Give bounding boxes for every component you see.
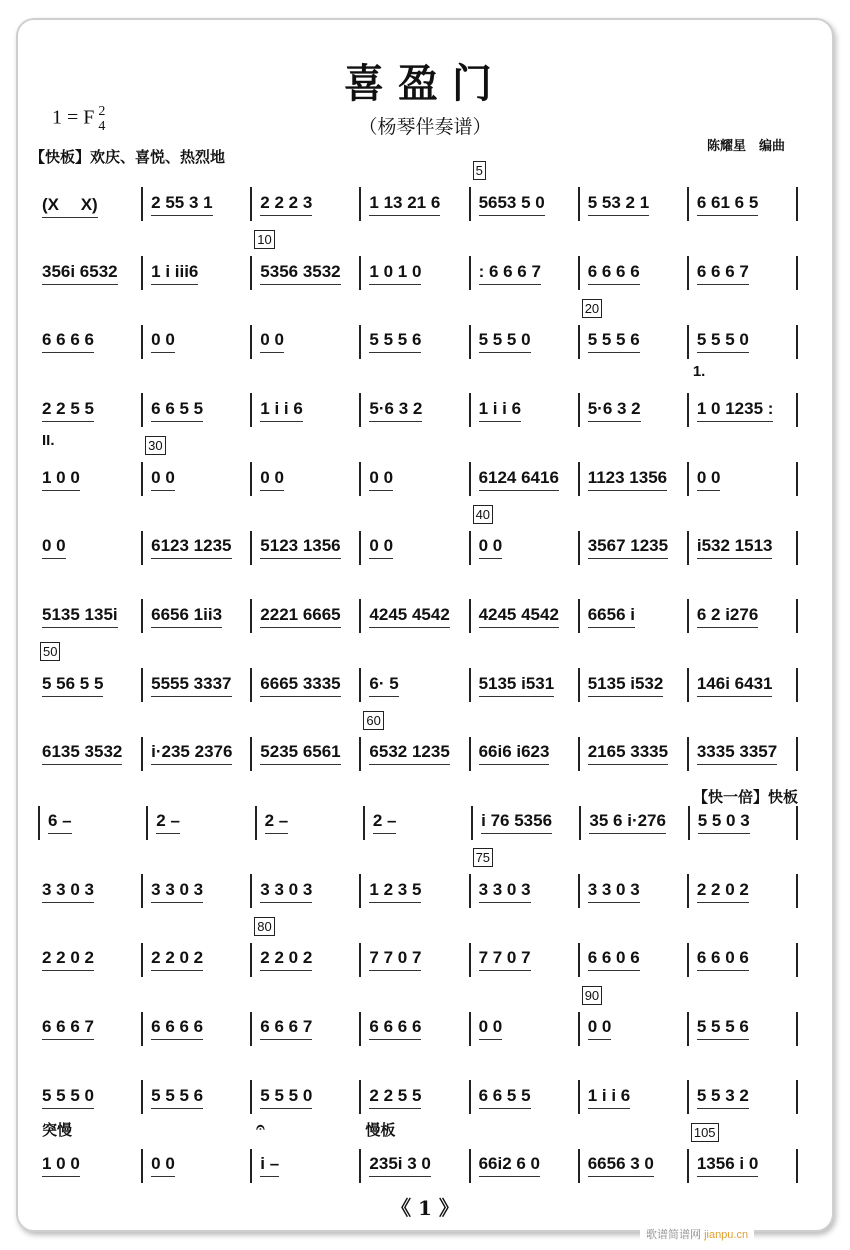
measure-notes: 146i 6431 bbox=[697, 674, 773, 697]
measure bbox=[141, 1080, 250, 1114]
measure-notes: 66i2 6 0 bbox=[479, 1154, 540, 1177]
measure-annotation: II. bbox=[42, 432, 55, 450]
measure bbox=[141, 1149, 250, 1183]
measure-notes: 5653 5 0 bbox=[479, 193, 545, 216]
measure bbox=[578, 874, 687, 908]
measure bbox=[38, 874, 141, 908]
rehearsal-mark: 105 bbox=[691, 1123, 719, 1142]
measure bbox=[38, 256, 141, 290]
score-row bbox=[38, 232, 798, 308]
measure-notes: (X X) bbox=[42, 190, 98, 218]
page-number: 《 1 》 bbox=[391, 1196, 459, 1220]
measure-notes: 5 53 2 1 bbox=[588, 193, 649, 216]
measure-notes: 4245 4542 bbox=[479, 605, 559, 628]
measure-annotation: 慢板 bbox=[365, 1121, 396, 1139]
measure bbox=[687, 256, 798, 290]
measure bbox=[38, 806, 146, 840]
measure bbox=[250, 393, 359, 427]
measure bbox=[687, 325, 798, 359]
measure bbox=[250, 325, 359, 359]
measure bbox=[469, 943, 578, 977]
measure bbox=[141, 438, 250, 496]
score-row bbox=[38, 163, 798, 239]
measure-notes: 5·6 3 2 bbox=[588, 399, 641, 422]
measure-notes: 0 0 bbox=[260, 330, 284, 353]
measure-notes: 6135 3532 bbox=[42, 742, 122, 765]
measure-notes: 5 56 5 5 bbox=[42, 674, 103, 697]
measure-notes: 6124 6416 bbox=[479, 468, 559, 491]
measure bbox=[38, 187, 141, 221]
measure-notes: 6 6 6 6 bbox=[151, 1017, 203, 1040]
measure-notes: 6123 1235 bbox=[151, 536, 231, 559]
measure bbox=[38, 432, 141, 496]
measure-notes: 5235 6561 bbox=[260, 742, 340, 765]
measure bbox=[146, 806, 254, 840]
measure bbox=[359, 599, 468, 633]
measure-notes: 5 5 5 0 bbox=[260, 1086, 312, 1109]
measure bbox=[469, 1080, 578, 1114]
measure-notes: 2 – bbox=[265, 811, 289, 834]
rehearsal-mark: 30 bbox=[145, 436, 165, 455]
measure-notes: 356i 6532 bbox=[42, 262, 118, 285]
rehearsal-mark: 5 bbox=[473, 161, 486, 180]
measure bbox=[578, 531, 687, 565]
time-sig-top: 2 bbox=[98, 104, 106, 119]
measure-notes: 1 2 3 5 bbox=[369, 880, 421, 903]
measure-notes: 5135 135i bbox=[42, 605, 118, 628]
measure-notes: 5135 i531 bbox=[479, 674, 555, 697]
measure bbox=[578, 668, 687, 702]
rehearsal-mark: 10 bbox=[254, 230, 274, 249]
measure bbox=[687, 187, 798, 221]
measure-notes: 1 13 21 6 bbox=[369, 193, 440, 216]
measure bbox=[469, 256, 578, 290]
measure bbox=[141, 943, 250, 977]
measure-notes: 6 6 5 5 bbox=[479, 1086, 531, 1109]
measure-notes: 0 0 bbox=[479, 1017, 503, 1040]
measure-notes: 6· 5 bbox=[369, 674, 398, 697]
measure bbox=[250, 462, 359, 496]
measure bbox=[363, 806, 471, 840]
time-sig-bottom: 4 bbox=[98, 119, 106, 134]
measure bbox=[38, 325, 141, 359]
measure bbox=[578, 462, 687, 496]
measure-notes: 1 i i 6 bbox=[588, 1086, 631, 1109]
measure-notes: 1 0 0 bbox=[42, 1154, 80, 1177]
measure bbox=[141, 1012, 250, 1046]
measure-notes: i – bbox=[260, 1154, 279, 1177]
measure-notes: 5 5 5 0 bbox=[479, 330, 531, 353]
score-row bbox=[38, 987, 798, 1063]
time-signature bbox=[98, 104, 105, 134]
score-row bbox=[38, 918, 798, 995]
measure-notes: 6 6 0 6 bbox=[697, 948, 749, 971]
measure bbox=[578, 1149, 687, 1183]
measure-notes: 1 i i 6 bbox=[260, 399, 303, 422]
measure bbox=[578, 737, 687, 771]
measure-notes: 5555 3337 bbox=[151, 674, 231, 697]
measure bbox=[687, 1080, 798, 1114]
measure bbox=[578, 943, 687, 977]
measure-notes: 1 0 1235 : bbox=[697, 399, 774, 422]
measure-notes: 6 6 6 7 bbox=[260, 1017, 312, 1040]
measure bbox=[141, 874, 250, 908]
measure-notes: 5 5 3 2 bbox=[697, 1086, 749, 1109]
measure bbox=[578, 599, 687, 633]
watermark-en: jianpu.cn bbox=[704, 1229, 749, 1241]
measure-annotation: 突慢 bbox=[42, 1121, 73, 1139]
measure bbox=[469, 325, 578, 359]
measure bbox=[469, 393, 578, 427]
measure-notes: 5 5 5 0 bbox=[697, 330, 749, 353]
rehearsal-mark: 50 bbox=[40, 642, 60, 661]
score-row bbox=[38, 363, 798, 445]
measure-notes: 5·6 3 2 bbox=[369, 399, 422, 422]
measure bbox=[578, 300, 687, 359]
measure-notes: 2 2 2 3 bbox=[260, 193, 312, 216]
score-row bbox=[38, 1063, 798, 1132]
measure bbox=[578, 256, 687, 290]
measure bbox=[250, 599, 359, 633]
measure bbox=[359, 393, 468, 427]
measure bbox=[578, 393, 687, 427]
measure-notes: 7 7 0 7 bbox=[369, 948, 421, 971]
measure-notes: 235i 3 0 bbox=[369, 1154, 430, 1177]
measure bbox=[359, 531, 468, 565]
measure bbox=[141, 325, 250, 359]
measure-notes: 1 i iii6 bbox=[151, 262, 198, 285]
rehearsal-mark: 90 bbox=[582, 986, 602, 1005]
measure bbox=[469, 462, 578, 496]
measure-notes: 6 6 6 6 bbox=[369, 1017, 421, 1040]
measure bbox=[359, 943, 468, 977]
measure-notes: 5 5 5 6 bbox=[588, 330, 640, 353]
measure-notes: 5 5 5 6 bbox=[369, 330, 421, 353]
measure-notes: 4245 4542 bbox=[369, 605, 449, 628]
score-row bbox=[38, 300, 798, 376]
measure bbox=[38, 737, 141, 771]
measure bbox=[38, 1012, 141, 1046]
measure-notes: 6 6 6 7 bbox=[697, 262, 749, 285]
measure-notes: 0 0 bbox=[369, 468, 393, 491]
measure-notes: 2165 3335 bbox=[588, 742, 668, 765]
measure bbox=[250, 668, 359, 702]
watermark-cn: 歌谱简谱网 bbox=[646, 1229, 701, 1241]
measure bbox=[688, 806, 798, 840]
measure bbox=[250, 1118, 359, 1183]
measure-notes: 6656 3 0 bbox=[588, 1154, 654, 1177]
measure bbox=[469, 737, 578, 771]
measure bbox=[250, 874, 359, 908]
measure bbox=[250, 1080, 359, 1114]
measure-notes: 6 2 i276 bbox=[697, 605, 758, 628]
measure bbox=[359, 668, 468, 702]
measure-notes: i532 1513 bbox=[697, 536, 773, 559]
score-row bbox=[38, 1118, 798, 1201]
measure-notes: 0 0 bbox=[369, 536, 393, 559]
watermark bbox=[640, 1224, 754, 1244]
subtitle: （杨琴伴奏谱） bbox=[358, 116, 492, 138]
measure bbox=[359, 1080, 468, 1114]
measure-notes: 0 0 bbox=[479, 536, 503, 559]
measure-notes: 3 3 0 3 bbox=[42, 880, 94, 903]
measure bbox=[469, 850, 578, 908]
measure bbox=[687, 363, 798, 427]
measure-notes: 3335 3357 bbox=[697, 742, 777, 765]
measure-notes: 7 7 0 7 bbox=[479, 948, 531, 971]
measure-notes: 2 2 5 5 bbox=[42, 399, 94, 422]
measure bbox=[579, 806, 687, 840]
measure bbox=[141, 256, 250, 290]
measure bbox=[359, 325, 468, 359]
measure-notes: 6665 3335 bbox=[260, 674, 340, 697]
measure-notes: : 6 6 6 7 bbox=[479, 262, 541, 285]
measure-notes: 1356 i 0 bbox=[697, 1154, 758, 1177]
measure-notes: 0 0 bbox=[42, 536, 66, 559]
measure-notes: 0 0 bbox=[697, 468, 721, 491]
measure bbox=[359, 1121, 468, 1183]
measure bbox=[38, 599, 141, 633]
score-row bbox=[38, 712, 798, 789]
rehearsal-mark: 20 bbox=[582, 299, 602, 318]
measure bbox=[250, 1012, 359, 1046]
measure bbox=[687, 943, 798, 977]
measure-notes: 3 3 0 3 bbox=[479, 880, 531, 903]
measure-notes: 6656 i bbox=[588, 605, 635, 628]
measure-notes: 6 61 6 5 bbox=[697, 193, 758, 216]
score-row bbox=[38, 644, 798, 720]
measure bbox=[469, 599, 578, 633]
measure bbox=[359, 256, 468, 290]
measure-notes: 6 6 0 6 bbox=[588, 948, 640, 971]
measure bbox=[38, 1080, 141, 1114]
measure bbox=[38, 1121, 141, 1183]
measure bbox=[469, 668, 578, 702]
measure-notes: 2 – bbox=[373, 811, 397, 834]
measure bbox=[250, 918, 359, 977]
score-row bbox=[38, 432, 798, 514]
score-row bbox=[38, 788, 798, 857]
measure-notes: 0 0 bbox=[151, 330, 175, 353]
measure-notes: 0 0 bbox=[260, 468, 284, 491]
measure bbox=[471, 806, 579, 840]
measure-notes: 0 0 bbox=[151, 1154, 175, 1177]
measure bbox=[141, 737, 250, 771]
measure-notes: 5135 i532 bbox=[588, 674, 664, 697]
measure bbox=[687, 737, 798, 771]
measure bbox=[250, 232, 359, 290]
measure bbox=[687, 599, 798, 633]
measure bbox=[359, 1012, 468, 1046]
measure bbox=[38, 644, 141, 702]
measure-notes: 35 6 i·276 bbox=[589, 811, 666, 834]
composer: 陈耀星 编曲 bbox=[707, 138, 786, 153]
measure bbox=[687, 1124, 798, 1183]
tempo-marking: 【快板】欢庆、喜悦、热烈地 bbox=[30, 149, 226, 166]
measure bbox=[141, 187, 250, 221]
measure-notes: i 76 5356 bbox=[481, 811, 552, 834]
measure-notes: 1 i i 6 bbox=[479, 399, 522, 422]
measure-notes: 6 6 6 6 bbox=[588, 262, 640, 285]
score-row bbox=[38, 850, 798, 926]
measure-notes: 2 55 3 1 bbox=[151, 193, 212, 216]
measure bbox=[141, 599, 250, 633]
measure bbox=[38, 393, 141, 427]
key: 1 = F bbox=[52, 106, 95, 129]
measure-notes: 6 6 6 7 bbox=[42, 1017, 94, 1040]
measure bbox=[359, 874, 468, 908]
measure bbox=[38, 531, 141, 565]
measure bbox=[469, 506, 578, 565]
rehearsal-mark: 80 bbox=[254, 917, 274, 936]
measure-notes: 2221 6665 bbox=[260, 605, 340, 628]
measure-notes: 6656 1ii3 bbox=[151, 605, 222, 628]
measure bbox=[141, 531, 250, 565]
measure-notes: 6 6 6 6 bbox=[42, 330, 94, 353]
measure-notes: 6 6 5 5 bbox=[151, 399, 203, 422]
measure bbox=[250, 737, 359, 771]
rehearsal-mark: 40 bbox=[473, 505, 493, 524]
measure bbox=[359, 187, 468, 221]
measure-annotation: 𝄐 bbox=[256, 1118, 265, 1136]
measure-notes: 5 5 5 6 bbox=[697, 1017, 749, 1040]
measure bbox=[469, 1012, 578, 1046]
rehearsal-mark: 60 bbox=[363, 711, 383, 730]
measure bbox=[469, 1149, 578, 1183]
measure-notes: 3 3 0 3 bbox=[588, 880, 640, 903]
score-row bbox=[38, 506, 798, 582]
measure bbox=[687, 531, 798, 565]
measure-notes: 0 0 bbox=[588, 1017, 612, 1040]
measure bbox=[250, 187, 359, 221]
measure bbox=[141, 393, 250, 427]
measure-notes: 0 0 bbox=[151, 468, 175, 491]
measure-notes: 6532 1235 bbox=[369, 742, 449, 765]
score bbox=[38, 163, 798, 1200]
row-label: 【快一倍】快板 bbox=[692, 789, 798, 807]
measure-notes: 5123 1356 bbox=[260, 536, 340, 559]
measure bbox=[255, 806, 363, 840]
measure bbox=[578, 1080, 687, 1114]
key-signature bbox=[52, 104, 105, 134]
song-title: 喜盈门 bbox=[344, 60, 506, 107]
measure bbox=[578, 187, 687, 221]
measure-notes: 5 5 5 6 bbox=[151, 1086, 203, 1109]
measure-annotation: 1. bbox=[692, 363, 706, 381]
measure bbox=[687, 874, 798, 908]
measure-notes: 3 3 0 3 bbox=[260, 880, 312, 903]
measure bbox=[250, 531, 359, 565]
measure-notes: 3567 1235 bbox=[588, 536, 668, 559]
measure-notes: 1123 1356 bbox=[588, 468, 667, 491]
measure-notes: 66i6 i623 bbox=[479, 742, 550, 765]
measure-notes: 2 – bbox=[156, 811, 180, 834]
measure-notes: 2 2 0 2 bbox=[260, 948, 312, 971]
measure-notes: 1 0 1 0 bbox=[369, 262, 421, 285]
measure bbox=[359, 462, 468, 496]
measure bbox=[687, 462, 798, 496]
measure-notes: 5 5 5 0 bbox=[42, 1086, 94, 1109]
measure-notes: 2 2 0 2 bbox=[697, 880, 749, 903]
measure bbox=[141, 668, 250, 702]
measure bbox=[359, 712, 468, 771]
measure-notes: 1 0 0 bbox=[42, 468, 80, 491]
rehearsal-mark: 75 bbox=[473, 848, 493, 867]
measure bbox=[38, 943, 141, 977]
measure-notes: 2 2 0 2 bbox=[151, 948, 203, 971]
measure bbox=[578, 987, 687, 1046]
measure bbox=[687, 668, 798, 702]
measure bbox=[469, 163, 578, 221]
measure-notes: 3 3 0 3 bbox=[151, 880, 203, 903]
measure-notes: 2 2 0 2 bbox=[42, 948, 94, 971]
score-row bbox=[38, 582, 798, 651]
measure-notes: i·235 2376 bbox=[151, 742, 232, 765]
measure-notes: 6 – bbox=[48, 811, 72, 834]
measure-notes: 5 5 0 3 bbox=[698, 811, 750, 834]
measure-notes: 5356 3532 bbox=[260, 262, 340, 285]
measure-notes: 2 2 5 5 bbox=[369, 1086, 421, 1109]
measure bbox=[687, 1012, 798, 1046]
